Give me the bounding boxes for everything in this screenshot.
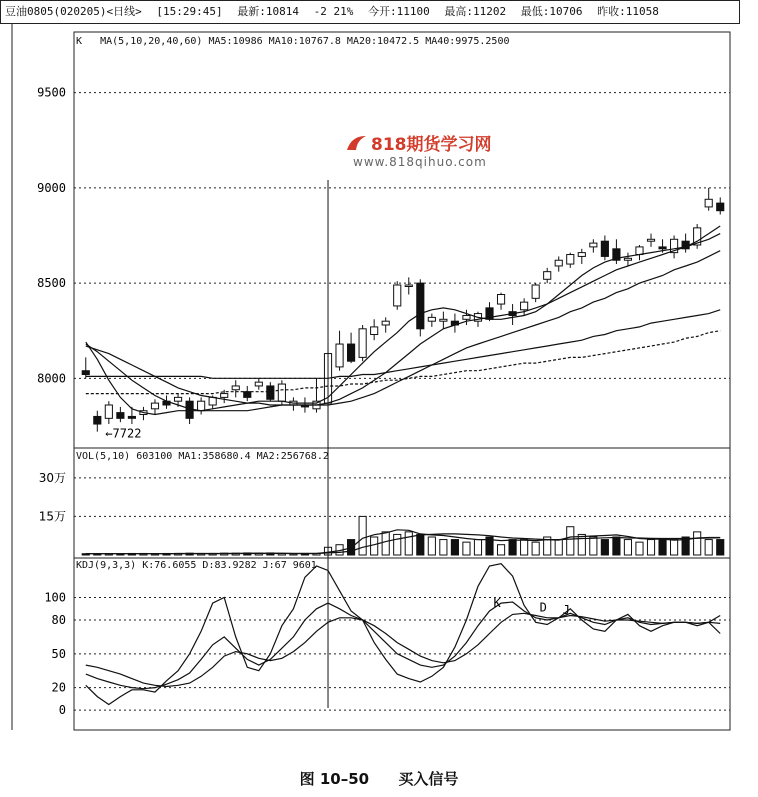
- y-tick-label: 30万: [38, 470, 66, 485]
- candle-body: [555, 260, 562, 266]
- volume-bar: [671, 540, 678, 555]
- candle-body: [382, 321, 389, 325]
- candle-body: [267, 386, 274, 399]
- ma-legend: MA(5,10,20,40,60) MA5:10986 MA10:10767.8 MA20:10472.5 MA40:9975.2500: [100, 36, 510, 47]
- ma-line: [86, 251, 720, 405]
- volume-bar: [636, 542, 643, 555]
- candle-body: [359, 329, 366, 358]
- candle-body: [198, 401, 205, 411]
- candle-body: [544, 272, 551, 280]
- candle-body: [601, 241, 608, 256]
- candle-body: [428, 317, 435, 321]
- watermark-title: 818期货学习网: [371, 135, 492, 155]
- watermark: [345, 130, 492, 169]
- candle-body: [705, 199, 712, 207]
- volume-bar: [532, 542, 539, 555]
- kdj-label: J: [562, 602, 570, 617]
- figure-number: 图 10–50: [299, 770, 370, 788]
- price-panel-label: K MA(5,10,20,40,60) MA5:10986 MA10:10767.8 MA20:10472.5 MA40:9975.2500: [76, 36, 510, 47]
- volume-bar: [497, 545, 504, 555]
- candle-body: [278, 384, 285, 401]
- candle-body: [117, 413, 124, 419]
- y-tick-label: 0: [58, 703, 66, 718]
- volume-bar: [647, 540, 654, 555]
- candle-body: [174, 397, 181, 401]
- volume-bar: [578, 534, 585, 555]
- volume-bar: [371, 537, 378, 555]
- kdj-line-d: [86, 613, 720, 686]
- candle-body: [371, 327, 378, 335]
- volume-bar: [694, 532, 701, 555]
- volume-bar: [474, 540, 481, 555]
- volume-bar: [463, 542, 470, 555]
- volume-bar: [509, 540, 516, 555]
- volume-bar: [451, 540, 458, 555]
- high-label: 最高:11202: [444, 5, 507, 18]
- candle-body: [105, 405, 112, 418]
- candle-body: [521, 302, 528, 310]
- candle-body: [255, 382, 262, 386]
- candle-body: [244, 392, 251, 398]
- y-tick-label: 20: [51, 680, 66, 695]
- volume-bar: [717, 540, 724, 555]
- volume-bar: [359, 516, 366, 555]
- low-annotation: ←7722: [105, 426, 142, 441]
- volume-bar: [417, 534, 424, 555]
- candle-body: [578, 253, 585, 257]
- quote-header: [0, 0, 740, 24]
- volume-bar: [590, 537, 597, 555]
- volume-bar: [624, 540, 631, 555]
- prev-close-label: 昨收:11058: [597, 5, 659, 18]
- candle-body: [497, 295, 504, 305]
- volume-bar: [613, 537, 620, 555]
- figure-caption: [0, 768, 758, 789]
- kdj-panel-label: KDJ(9,3,3) K:76.6055 D:83.9282 J:67 9601: [76, 560, 317, 571]
- volume-bar: [567, 527, 574, 555]
- candle-body: [647, 239, 654, 241]
- ma-line: [86, 331, 720, 394]
- volume-bar: [601, 540, 608, 555]
- candle-body: [209, 397, 216, 405]
- kdj-line-j: [86, 564, 720, 705]
- volume-bar: [521, 540, 528, 555]
- candle-body: [590, 243, 597, 247]
- panel-frame: [74, 558, 730, 730]
- candle-body: [232, 386, 239, 390]
- volume-bar: [382, 532, 389, 555]
- candle-body: [82, 371, 89, 375]
- candle-body: [128, 416, 135, 418]
- change-label: -2 21%: [313, 5, 354, 18]
- volume-bar: [428, 537, 435, 555]
- volume-bar: [555, 540, 562, 555]
- ma-line: [86, 310, 720, 379]
- watermark-url: www.818qihuo.com: [353, 155, 487, 169]
- y-tick-label: 9500: [37, 85, 66, 100]
- volume-bar: [440, 540, 447, 555]
- y-tick-label: 100: [44, 590, 66, 605]
- volume-bar: [659, 540, 666, 555]
- y-tick-label: 15万: [38, 509, 66, 524]
- candle-body: [440, 319, 447, 321]
- volume-bar: [405, 532, 412, 555]
- candle-body: [151, 403, 158, 409]
- open-label: 今开:11100: [367, 5, 430, 18]
- kdj-label: K: [493, 596, 501, 611]
- candle-body: [417, 283, 424, 329]
- latest-label: 最新:10814: [237, 5, 299, 18]
- candle-body: [94, 416, 101, 424]
- candle-body: [717, 203, 724, 211]
- y-tick-label: 8500: [37, 276, 66, 291]
- candle-body: [624, 258, 631, 260]
- ma-line: [86, 226, 720, 415]
- candle-body: [532, 285, 539, 298]
- candle-body: [636, 247, 643, 255]
- time-label: [15:29:45]: [156, 5, 223, 18]
- flame-logo-icon: [345, 134, 367, 152]
- candle-body: [221, 394, 228, 398]
- low-label: 最低:10706: [520, 5, 583, 18]
- volume-bar: [705, 540, 712, 555]
- figure-title: 买入信号: [398, 770, 459, 788]
- volume-bar: [394, 534, 401, 555]
- candle-body: [394, 285, 401, 306]
- symbol-label: 豆油0805(020205)<日线>: [5, 5, 142, 18]
- candle-body: [348, 344, 355, 361]
- candle-body: [567, 255, 574, 265]
- candle-body: [336, 344, 343, 367]
- y-tick-label: 9000: [37, 180, 66, 195]
- y-tick-label: 50: [51, 646, 66, 661]
- y-tick-label: 8000: [37, 371, 66, 386]
- kdj-label: D: [539, 600, 547, 615]
- volume-panel-label: VOL(5,10) 603100 MA1:358680.4 MA2:256768.2: [76, 451, 329, 462]
- y-tick-label: 80: [51, 613, 66, 628]
- candle-body: [405, 285, 412, 287]
- candle-body: [659, 247, 666, 249]
- candle-body: [463, 315, 470, 319]
